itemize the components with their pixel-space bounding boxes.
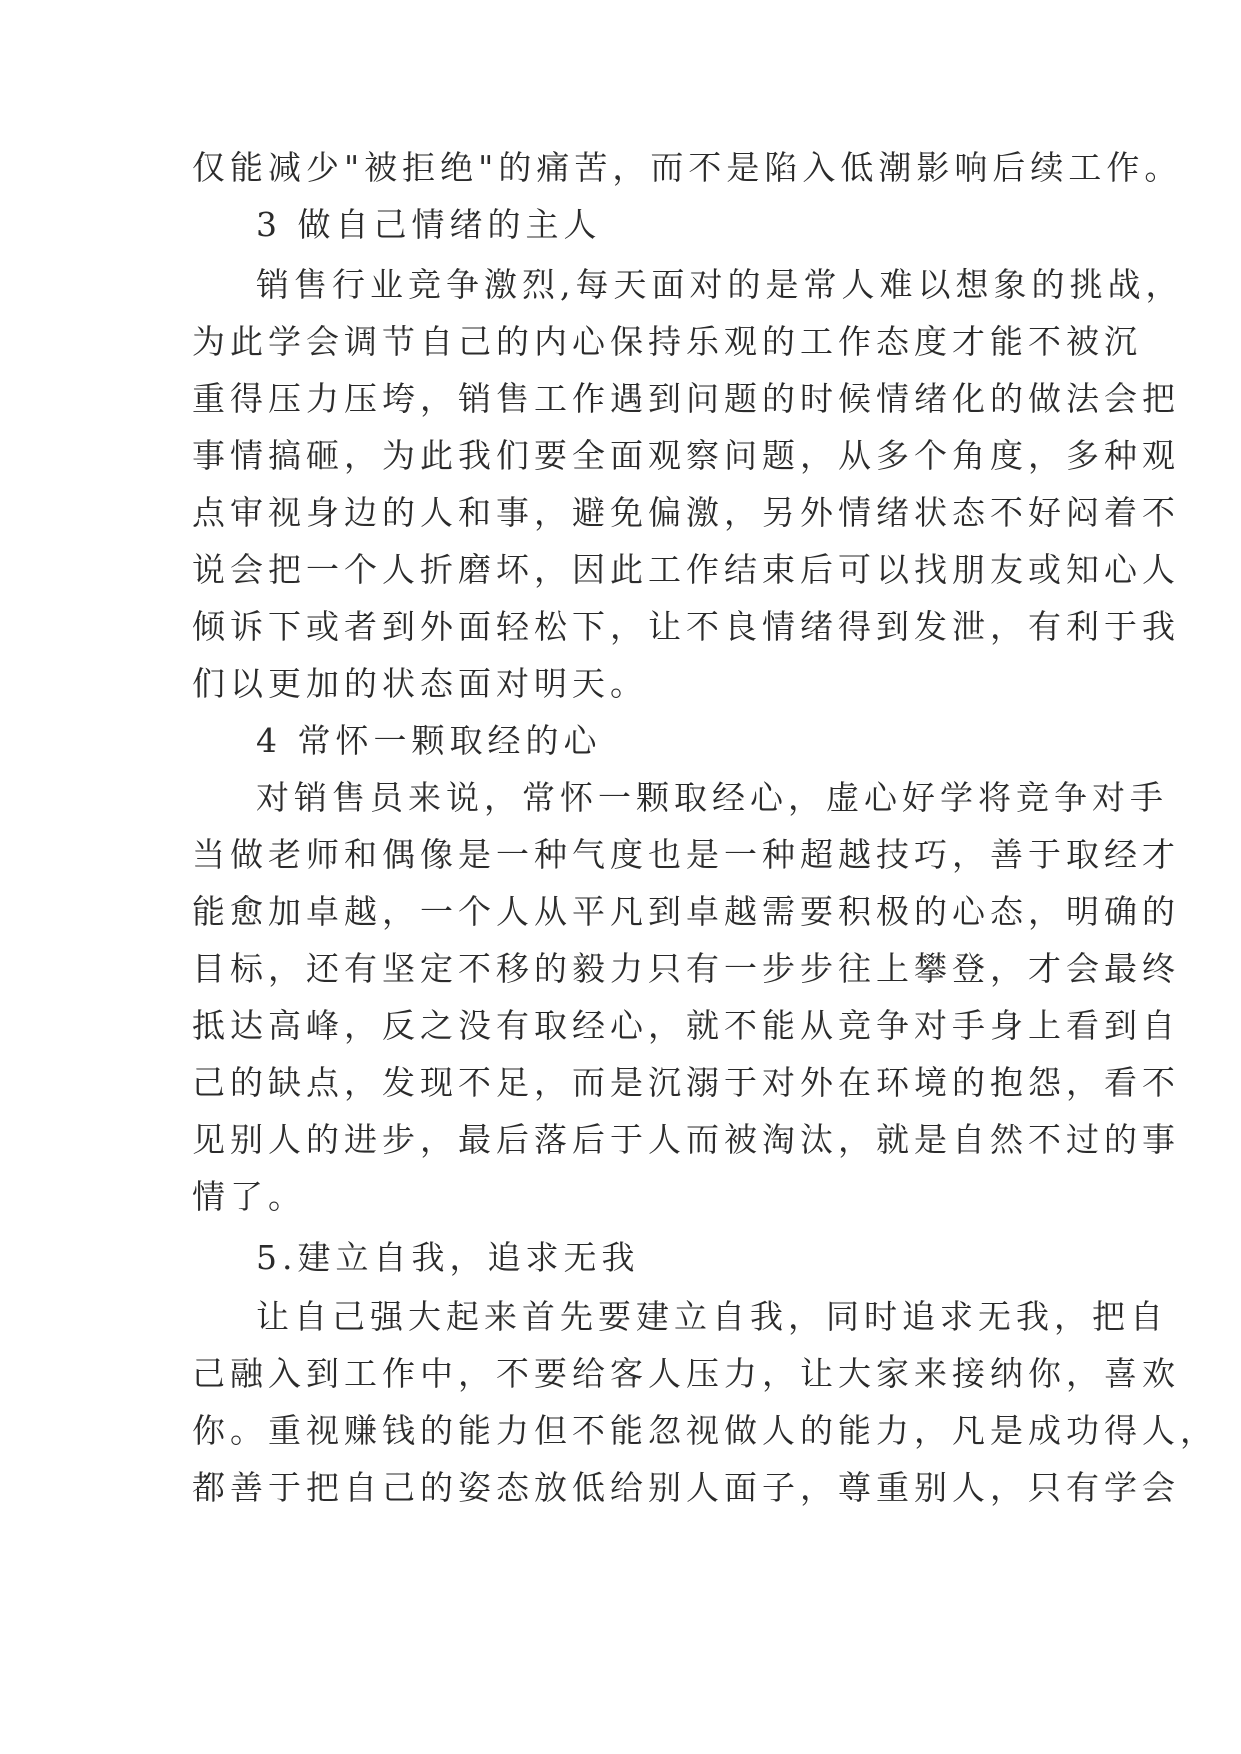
body-text-line: 仅能减少"被拒绝"的痛苦，而不是陷入低潮影响后续工作。: [192, 148, 1183, 187]
body-text-line: 重得压力压垮，销售工作遇到问题的时候情绪化的做法会把: [192, 379, 1180, 418]
body-text-line: 当做老师和偶像是一种气度也是一种超越技巧，善于取经才: [192, 835, 1180, 874]
body-text-line: 都善于把自己的姿态放低给别人面子，尊重别人，只有学会: [192, 1468, 1180, 1507]
body-text-line: 们以更加的状态面对明天。: [192, 664, 648, 703]
body-text-line: 目标，还有坚定不移的毅力只有一步步往上攀登，才会最终: [192, 949, 1180, 988]
body-text-line: 己的缺点，发现不足，而是沉溺于对外在环境的抱怨，看不: [192, 1063, 1180, 1102]
body-text-line: 对销售员来说，常怀一颗取经心，虚心好学将竞争对手: [256, 778, 1168, 817]
body-text-line: 事情搞砸，为此我们要全面观察问题，从多个角度，多种观: [192, 436, 1180, 475]
section-heading: 4 常怀一颗取经的心: [256, 721, 602, 760]
body-text-line: 能愈加卓越，一个人从平凡到卓越需要积极的心态，明确的: [192, 892, 1180, 931]
body-text-line: 己融入到工作中，不要给客人压力，让大家来接纳你，喜欢: [192, 1354, 1180, 1393]
body-text-line: 让自己强大起来首先要建立自我，同时追求无我，把自: [256, 1297, 1168, 1336]
body-text-line: 你。重视赚钱的能力但不能忽视做人的能力，凡是成功得人，: [192, 1411, 1218, 1450]
section-heading: 3 做自己情绪的主人: [256, 205, 602, 244]
section-heading: 5.建立自我，追求无我: [256, 1238, 640, 1277]
body-text-line: 为此学会调节自己的内心保持乐观的工作态度才能不被沉: [192, 322, 1142, 361]
body-text-line: 情了。: [192, 1177, 306, 1216]
body-text-line: 见别人的进步，最后落后于人而被淘汰，就是自然不过的事: [192, 1120, 1180, 1159]
body-text-line: 销售行业竞争激烈,每天面对的是常人难以想象的挑战，: [256, 265, 1184, 304]
body-text-line: 点审视身边的人和事，避免偏激，另外情绪状态不好闷着不: [192, 493, 1180, 532]
body-text-line: 抵达高峰，反之没有取经心，就不能从竞争对手身上看到自: [192, 1006, 1180, 1045]
body-text-line: 说会把一个人折磨坏，因此工作结束后可以找朋友或知心人: [192, 550, 1180, 589]
body-text-line: 倾诉下或者到外面轻松下，让不良情绪得到发泄，有利于我: [192, 607, 1180, 646]
